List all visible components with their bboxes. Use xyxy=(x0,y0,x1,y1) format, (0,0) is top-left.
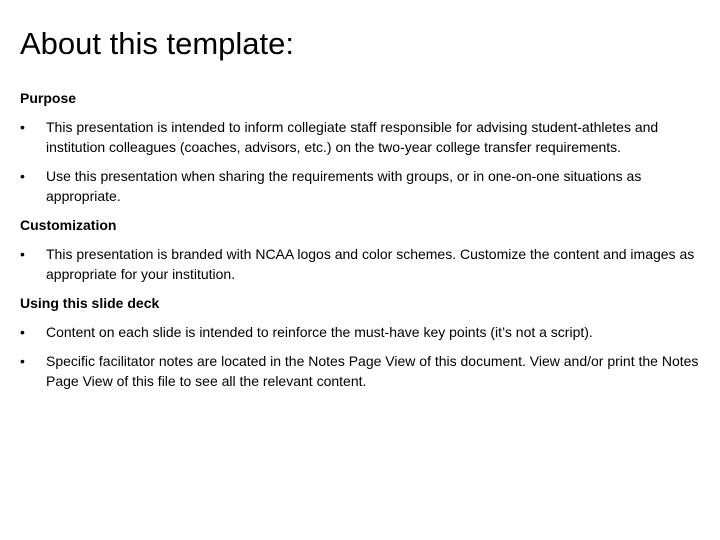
section-heading-using-slide-deck: Using this slide deck xyxy=(20,295,160,311)
bullet-icon: • xyxy=(20,324,25,340)
bullet-text: Use this presentation when sharing the requirements with groups, or in one-on-one situations as appropriate. xyxy=(46,168,642,204)
section-purpose xyxy=(20,88,700,206)
bullet-text: This presentation is intended to inform collegiate staff responsible for advising student-athletes and institution colleagues (coaches, advisors, etc.) on the two-year college transfer requirements. xyxy=(46,119,659,155)
bullet-icon: • xyxy=(20,119,25,135)
slide-title: About this template: xyxy=(20,26,294,61)
bullet-icon: • xyxy=(20,246,25,262)
bullet-item xyxy=(20,244,700,284)
bullet-item xyxy=(20,322,700,342)
bullet-item xyxy=(20,166,700,206)
bullet-icon: • xyxy=(20,353,25,369)
section-customization xyxy=(20,215,700,284)
bullet-item xyxy=(20,117,700,157)
slide-content xyxy=(20,88,700,400)
section-heading-customization: Customization xyxy=(20,217,117,233)
bullet-text: Specific facilitator notes are located in the Notes Page View of this document. View and/or print the Notes Page View of this file to see all the relevant content. xyxy=(46,353,699,389)
section-using-slide-deck xyxy=(20,293,700,391)
bullet-text: This presentation is branded with NCAA logos and color schemes. Customize the content and images as appropriate for your institution. xyxy=(46,246,695,282)
bullet-item xyxy=(20,351,700,391)
section-heading-purpose: Purpose xyxy=(20,90,77,106)
bullet-text: Content on each slide is intended to reinforce the must-have key points (it’s not a script). xyxy=(46,324,593,340)
bullet-icon: • xyxy=(20,168,25,184)
